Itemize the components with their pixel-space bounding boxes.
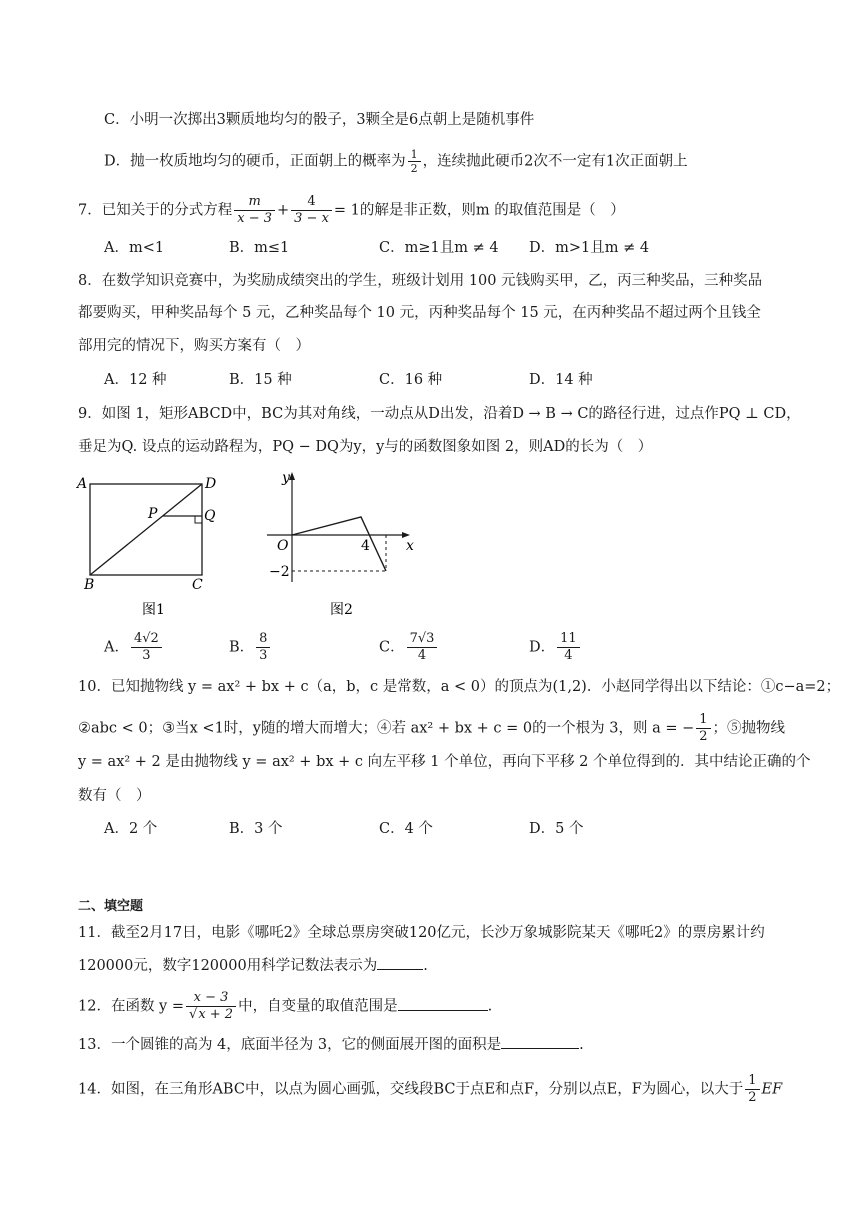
q7-option-d: D．m>1且m ≠ 4 — [529, 240, 650, 256]
q10-line-2-pre: ②abc < 0；③当x <1时，y随的增大而增大；④若 ax² + bx + c = 0的一个根为 3，则 a = − — [78, 720, 695, 737]
q11-stem-line-2 — [78, 955, 428, 977]
q11-line-2-text: 120000元，数字120000用科学记数法表示为 — [78, 958, 378, 974]
q8-option-d: D．14 种 — [529, 372, 593, 388]
label-c: C — [192, 577, 203, 593]
q12-stem — [78, 990, 492, 1023]
q12-end: . — [487, 998, 493, 1015]
q9-stem-line-1: 9．如图 1，矩形ABCD中，BC为其对角线，一动点从D出发，沿着D → B → C的路径行进，过点作PQ ⊥ CD， — [78, 406, 801, 422]
axis-label-y: y — [282, 470, 290, 486]
q9-option-c-label: C． — [379, 639, 405, 656]
q9-figure-2 — [255, 464, 425, 619]
q9-option-a-label: A． — [104, 639, 129, 656]
q10-option-a: A．2 个 — [104, 821, 158, 837]
q14-stem — [78, 1073, 782, 1106]
q7-plus: + — [277, 202, 290, 219]
q9-option-c-fraction: $\frac{7√3}{4}$ — [407, 631, 438, 664]
q9-option-d — [529, 631, 582, 664]
q13-stem — [78, 1034, 584, 1056]
q8-stem-line-2: 都要购买，甲种奖品每个 5 元，乙种奖品每个 10 元，丙种奖品每个 15 元，在丙种奖品不超过两个且钱全 — [78, 305, 761, 321]
tick-label-neg2: −2 — [269, 564, 290, 580]
q7-option-b: B．m≤1 — [229, 240, 290, 256]
q7-stem-post: = 1的解是非正数，则m 的取值范围是（ ） — [333, 202, 625, 219]
q10-stem-line-1: 10．已知抛物线 y = ax² + bx + c（a，b，c 是常数，a < 0）的顶点为(1,2)．小赵同学得出以下结论：①c−a=2； — [78, 679, 841, 695]
label-p: P — [148, 506, 158, 522]
q13-end: . — [579, 1037, 584, 1053]
q11-stem-line-1: 11．截至2月17日，电影《哪吒2》全球总票房突破120亿元，长沙万象城影院某天《哪吒2》的票房累计约 — [78, 925, 765, 941]
q7-fraction-1: $\frac{m}{x - 3}$ — [234, 194, 275, 227]
q12-post: 中，自变量的取值范围是 — [238, 998, 398, 1015]
label-d: D — [205, 476, 217, 492]
q10-fraction: $\frac{1}{2}$ — [696, 712, 710, 745]
q8-option-c: C．16 种 — [379, 372, 443, 388]
q12-fraction: $\frac{x - 3}{√x + 2}$ — [186, 990, 236, 1023]
q9-figure-1 — [72, 468, 242, 618]
q6-probability-fraction: $\frac{1}{2}$ — [408, 148, 421, 175]
label-b: B — [84, 577, 95, 593]
q6-option-d-text-post: ，连续抛此硬币2次不一定有1次正面朝上 — [422, 153, 688, 170]
q7-option-c: C．m≥1且m ≠ 4 — [379, 240, 499, 256]
diagonal-bd — [90, 484, 202, 575]
q9-option-a — [104, 631, 164, 664]
q7-fraction-2: $\frac{4}{3 - x}$ — [291, 194, 332, 227]
q13-answer-blank[interactable] — [501, 1048, 579, 1049]
figure-2-caption: 图2 — [330, 602, 353, 618]
q6-option-c: C．小明一次掷出3颗质地均匀的骰子，3颗全是6点朝上是随机事件 — [104, 112, 535, 128]
q10-line-2-post: ；⑤抛物线 — [712, 720, 786, 737]
q7-option-a: A．m<1 — [104, 240, 165, 256]
q14-fraction: $\frac{1}{2}$ — [745, 1073, 759, 1106]
q8-option-a: A．12 种 — [104, 372, 167, 388]
q12-pre: 12．在函数 y = — [78, 998, 185, 1015]
q8-stem-line-3: 部用完的情况下，购买方案有（ ） — [78, 338, 310, 354]
q14-pre: 14．如图，在三角形ABC中，以点为圆心画弧，交线段BC于点E和点F，分别以点E，F为圆心，以大于 — [78, 1081, 744, 1098]
label-q: Q — [204, 508, 216, 524]
q12-answer-blank[interactable] — [398, 1010, 488, 1011]
q10-option-b: B．3 个 — [229, 821, 283, 837]
q10-stem-line-3: y = ax² + 2 是由抛物线 y = ax² + bx + c 向左平移 1 个单位，再向下平移 2 个单位得到的．其中结论正确的个 — [78, 754, 811, 770]
q10-stem-line-2 — [78, 712, 785, 745]
section-heading-fill-in: 二、填空题 — [78, 899, 144, 914]
q11-answer-blank[interactable] — [377, 969, 423, 970]
q14-post: EF — [761, 1081, 783, 1098]
q9-option-b-label: B． — [229, 639, 255, 656]
label-a: A — [77, 476, 88, 492]
q9-option-b-fraction: $\frac{8}{3}$ — [256, 631, 270, 664]
q11-line-2-end: . — [423, 958, 428, 974]
q10-stem-line-4: 数有（ ） — [78, 788, 151, 804]
origin-label: O — [277, 538, 289, 554]
q9-option-c — [379, 631, 439, 664]
tick-label-4: 4 — [361, 538, 370, 554]
q10-option-d: D．5 个 — [529, 821, 584, 837]
q10-option-c: C．4 个 — [379, 821, 433, 837]
q9-stem-line-2: 垂足为Q. 设点的运动路程为，PQ − DQ为y，y与的函数图象如图 2，则AD的长为（ ） — [78, 439, 653, 455]
q12-sqrt-radicand: x + 2 — [198, 1007, 234, 1022]
q8-stem-line-1: 8．在数学知识竞赛中，为奖励成绩突出的学生，班级计划用 100 元钱购买甲，乙，丙三种奖品，三种奖品 — [78, 273, 763, 289]
right-angle-mark — [195, 516, 202, 523]
q9-option-b — [229, 631, 272, 664]
q6-option-d-text-pre: D．抛一枚质地均匀的硬币，正面朝上的概率为 — [104, 153, 406, 170]
q6-option-d — [104, 148, 688, 175]
figure-1-caption: 图1 — [142, 602, 165, 618]
q7-stem — [78, 194, 625, 227]
q7-stem-pre: 7．已知关于的分式方程 — [78, 202, 233, 219]
axis-label-x: x — [406, 538, 414, 554]
function-graph — [292, 517, 386, 571]
q13-text: 13．一个圆锥的高为 4，底面半径为 3，它的侧面展开图的面积是 — [78, 1037, 502, 1053]
q8-option-b: B．15 种 — [229, 372, 292, 388]
q9-option-d-label: D． — [529, 639, 556, 656]
q9-option-d-fraction: $\frac{11}{4}$ — [557, 631, 580, 664]
q9-option-a-fraction: $\frac{4√2}{3}$ — [131, 631, 162, 664]
